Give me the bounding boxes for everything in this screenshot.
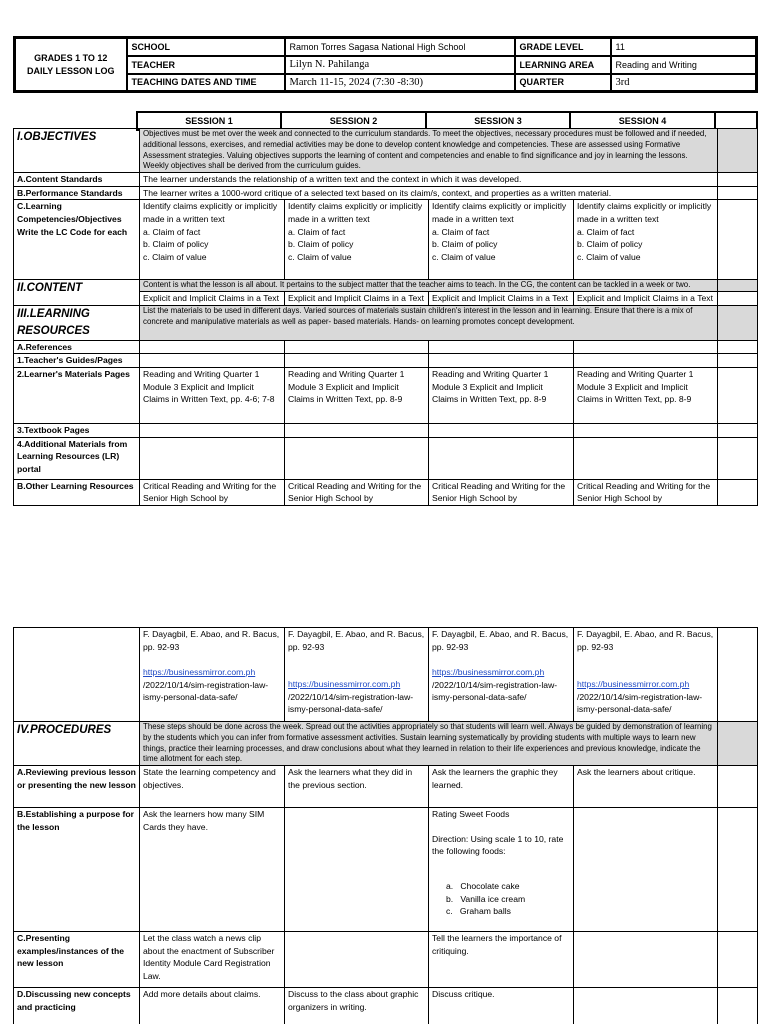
empty-cell: [718, 354, 758, 368]
other-resources-s1: Critical Reading and Writing for the Senior High School by: [140, 479, 285, 505]
claim-fact: a. Claim of fact: [288, 226, 346, 237]
claim-policy: b. Claim of policy: [577, 239, 643, 250]
competency-s3: [429, 200, 574, 280]
session-4-header: SESSION 4: [570, 112, 715, 130]
empty-cell: [718, 423, 758, 437]
empty-cell: [718, 173, 758, 187]
empty-cell: [718, 932, 758, 988]
gray-cell: [718, 305, 758, 340]
empty-cell: [285, 340, 429, 354]
empty-cell: [140, 437, 285, 479]
empty-cell: [718, 766, 758, 808]
purpose-s1: Ask the learners how many SIM Cards they have.: [140, 808, 285, 932]
discussing-s3: Discuss critique.: [429, 988, 574, 1024]
news-link[interactable]: https://businessmirror.com.ph: [432, 667, 545, 678]
other-resources-label: B.Other Learning Resources: [14, 479, 140, 505]
claim-policy: b. Claim of policy: [432, 239, 498, 250]
reviewing-s2: Ask the learners what they did in the previous section.: [285, 766, 429, 808]
competency-intro: Identify claims explicitly or implicitly made in a written text: [288, 201, 423, 224]
competency-s4: [574, 200, 718, 280]
empty-cell: [718, 437, 758, 479]
session-2-header: SESSION 2: [281, 112, 426, 130]
quarter-value: 3rd: [611, 74, 757, 92]
competencies-label: C.Learning Competencies/Objectives Write the LC Code for each: [14, 200, 140, 280]
empty-cell: [718, 367, 758, 423]
news-link-path: /2022/10/14/sim-registration-law-ismy-personal-data-safe/: [288, 691, 414, 715]
dates-value: March 11-15, 2024 (7:30 -8:30): [285, 74, 515, 92]
other-resources-s3: Critical Reading and Writing for the Senior High School by: [429, 479, 574, 505]
empty-cell: [574, 354, 718, 368]
school-value: Ramon Torres Sagasa National High School: [285, 38, 515, 56]
claim-value: c. Claim of value: [577, 251, 641, 262]
empty-cell: [574, 988, 718, 1024]
claim-value: c. Claim of value: [288, 251, 352, 262]
claim-fact: a. Claim of fact: [143, 226, 201, 237]
competency-s2: [285, 200, 429, 280]
topic-s2: Explicit and Implicit Claims in a Text: [285, 292, 429, 306]
discussing-s1: Add more details about claims.: [140, 988, 285, 1024]
news-link[interactable]: https://businessmirror.com.ph: [143, 667, 256, 678]
empty-cell: [140, 340, 285, 354]
presenting-label: C.Presenting examples/instances of the new lesson: [14, 932, 140, 988]
empty-cell: [429, 423, 574, 437]
references-label: A.References: [14, 340, 140, 354]
empty-cell: [285, 423, 429, 437]
claim-fact: a. Claim of fact: [432, 226, 490, 237]
claim-value: c. Claim of value: [143, 251, 207, 262]
topic-s4: Explicit and Implicit Claims in a Text: [574, 292, 718, 306]
news-link[interactable]: https://businessmirror.com.ph: [288, 679, 401, 690]
empty-cell: [574, 340, 718, 354]
lesson-table-page-1: [13, 128, 758, 506]
claim-fact: a. Claim of fact: [577, 226, 635, 237]
reviewing-s4: Ask the learners about critique.: [574, 766, 718, 808]
empty-cell: [574, 808, 718, 932]
lesson-table-page-2: [13, 627, 758, 1024]
learners-materials-s1: Reading and Writing Quarter 1 Module 3 Explicit and Implicit Claims in Written Text, pp. 4-6; 7-8: [140, 367, 285, 423]
competency-intro: Identify claims explicitly or implicitly made in a written text: [143, 201, 278, 224]
spacer: [143, 653, 281, 666]
topic-s1: Explicit and Implicit Claims in a Text: [140, 292, 285, 306]
gray-cell: [718, 129, 758, 173]
claim-policy: b. Claim of policy: [288, 239, 354, 250]
other-resources-cont-s1: [140, 628, 285, 722]
news-link[interactable]: https://businessmirror.com.ph: [577, 679, 690, 690]
competency-s1: [140, 200, 285, 280]
reviewing-s1: State the learning competency and objectives.: [140, 766, 285, 808]
empty-cell: [285, 808, 429, 932]
grades-label: GRADES 1 TO 12 DAILY LESSON LOG: [15, 38, 127, 92]
rating-item: b. Vanilla ice cream: [446, 893, 526, 904]
quarter-label: QUARTER: [515, 74, 611, 92]
discussing-label: D.Discussing new concepts and practicing: [14, 988, 140, 1024]
learners-materials-s3: Reading and Writing Quarter 1 Module 3 Explicit and Implicit Claims in Written Text, pp. 8-9: [429, 367, 574, 423]
empty-cell: [718, 988, 758, 1024]
performance-standards-label: B.Performance Standards: [14, 186, 140, 200]
empty-cell: [429, 354, 574, 368]
news-link-path: /2022/10/14/sim-registration-law-ismy-personal-data-safe/: [432, 679, 558, 703]
rating-item: a. Chocolate cake: [446, 880, 520, 891]
book-authors: F. Dayagbil, E. Abao, and R. Bacus, pp. 92-93: [577, 629, 714, 652]
spacer: [288, 653, 425, 678]
other-resources-cont-s2: [285, 628, 429, 722]
empty-cell: [574, 932, 718, 988]
content-note: Content is what the lesson is all about. It pertains to the subject matter that the teacher aims to teach. In the CG, the content can be tackled in a week or two.: [140, 280, 718, 292]
topic-s3: Explicit and Implicit Claims in a Text: [429, 292, 574, 306]
teacher-value: Lilyn N. Pahilanga: [285, 56, 515, 74]
purpose-s3: [429, 808, 574, 932]
rating-list: [432, 880, 570, 918]
header-table: [13, 36, 758, 93]
book-authors: F. Dayagbil, E. Abao, and R. Bacus, pp. 92-93: [143, 629, 280, 652]
school-label: SCHOOL: [127, 38, 285, 56]
content-standards-label: A.Content Standards: [14, 173, 140, 187]
grade-level-label: GRADE LEVEL: [515, 38, 611, 56]
rating-item: c. Graham balls: [446, 906, 511, 917]
content-standards: The learner understands the relationship of a written text and the context in which it was developed.: [140, 173, 718, 187]
spacer: [432, 821, 570, 833]
empty-cell: [718, 479, 758, 505]
empty-cell: [140, 354, 285, 368]
news-link-path: /2022/10/14/sim-registration-law-ismy-personal-data-safe/: [143, 679, 269, 703]
empty-cell: [285, 437, 429, 479]
additional-materials-label: 4.Additional Materials from Learning Resources (LR) portal: [14, 437, 140, 479]
spacer: [432, 858, 570, 880]
purpose-label: B.Establishing a purpose for the lesson: [14, 808, 140, 932]
empty-cell: [718, 292, 758, 306]
reviewing-label: A.Reviewing previous lesson or presenting the new lesson: [14, 766, 140, 808]
learners-materials-s4: Reading and Writing Quarter 1 Module 3 Explicit and Implicit Claims in Written Text, pp. 8-9: [574, 367, 718, 423]
empty-cell: [429, 340, 574, 354]
presenting-s3: Tell the learners the importance of critiquing.: [429, 932, 574, 988]
reviewing-s3: Ask the learners the graphic they learned.: [429, 766, 574, 808]
presenting-s1: Let the class watch a news clip about the enactment of Subscriber Identity Module Card Registration Law.: [140, 932, 285, 988]
learning-area-value: Reading and Writing: [611, 56, 757, 74]
empty-cell: [718, 200, 758, 280]
learners-materials-s2: Reading and Writing Quarter 1 Module 3 Explicit and Implicit Claims in Written Text, pp. 8-9: [285, 367, 429, 423]
other-resources-s4: Critical Reading and Writing for the Senior High School by: [574, 479, 718, 505]
empty-cell: [574, 437, 718, 479]
empty-cell: [718, 808, 758, 932]
competency-intro: Identify claims explicitly or implicitly made in a written text: [577, 201, 712, 224]
spacer: [432, 653, 570, 666]
objectives-title: I.OBJECTIVES: [14, 129, 140, 173]
claim-value: c. Claim of value: [432, 251, 496, 262]
empty-cell: [429, 437, 574, 479]
teachers-guide-label: 1.Teacher's Guides/Pages: [14, 354, 140, 368]
gray-cell: [718, 280, 758, 292]
dates-label: TEACHING DATES AND TIME: [127, 74, 285, 92]
learning-area-label: LEARNING AREA: [515, 56, 611, 74]
empty-cell: [285, 932, 429, 988]
resources-title: III.LEARNING RESOURCES: [14, 305, 140, 340]
grade-level-value: 11: [611, 38, 757, 56]
teacher-label: TEACHER: [127, 56, 285, 74]
book-authors: F. Dayagbil, E. Abao, and R. Bacus, pp. 92-93: [432, 629, 569, 652]
empty-cell: [718, 340, 758, 354]
procedures-note: These steps should be done across the week. Spread out the activities appropriately so that students will learn well. Always be guided by demonstration of learning by the students which you can infer from formative assessment activities. Sustain learning systematically by providing students with multiple ways to learn new things, practice their learning processes, and draw conclusions about what they learned in relation to their life experiences and previous knowledge, indicate the time allotment for each step.: [140, 722, 718, 766]
other-resources-cont-s3: [429, 628, 574, 722]
empty-cell: [285, 354, 429, 368]
empty-cell: [718, 186, 758, 200]
news-link-path: /2022/10/14/sim-registration-law-ismy-personal-data-safe/: [577, 691, 703, 715]
other-resources-cont-s4: [574, 628, 718, 722]
objectives-note: Objectives must be met over the week and connected to the curriculum standards. To meet the objectives, necessary procedures must be followed and if needed, additional lessons, exercises, and remedial activities may be done to develop content knowledge and competencies. These are assessed using Formative Assessment strategies. Valuing objectives supports the learning of content and competencies and enable to find significance and joy in learning the lessons. Weekly objectives shall be derived from the curriculum guides.: [140, 129, 718, 173]
session-3-header: SESSION 3: [426, 112, 570, 130]
textbook-label: 3.Textbook Pages: [14, 423, 140, 437]
other-resources-s2: Critical Reading and Writing for the Senior High School by: [285, 479, 429, 505]
empty-cell: [718, 628, 758, 722]
rating-direction: Direction: Using scale 1 to 10, rate the following foods:: [432, 833, 564, 857]
competency-intro: Identify claims explicitly or implicitly made in a written text: [432, 201, 567, 224]
claim-policy: b. Claim of policy: [143, 239, 209, 250]
procedures-title: IV.PROCEDURES: [14, 722, 140, 766]
session-1-header: SESSION 1: [137, 112, 281, 130]
book-authors: F. Dayagbil, E. Abao, and R. Bacus, pp. 92-93: [288, 629, 425, 652]
performance-standards: The learner writes a 1000-word critique of a selected text based on its claim/s, context, and properties as a written material.: [140, 186, 718, 200]
empty-cell: [14, 628, 140, 722]
spacer: [577, 653, 714, 678]
resources-note: List the materials to be used in different days. Varied sources of materials sustain children's interest in the lesson and in learning. Ensure that there is a mix of concrete and manipulative materials as well as paper- based materials. Hands- on learning promotes concept development.: [140, 305, 718, 340]
learners-materials-label: 2.Learner's Materials Pages: [14, 367, 140, 423]
discussing-s2: Discuss to the class about graphic organizers in writing.: [285, 988, 429, 1024]
content-title: II.CONTENT: [14, 280, 140, 305]
gray-cell: [718, 722, 758, 766]
empty-cell: [140, 423, 285, 437]
rating-title: Rating Sweet Foods: [432, 809, 510, 820]
empty-cell: [574, 423, 718, 437]
